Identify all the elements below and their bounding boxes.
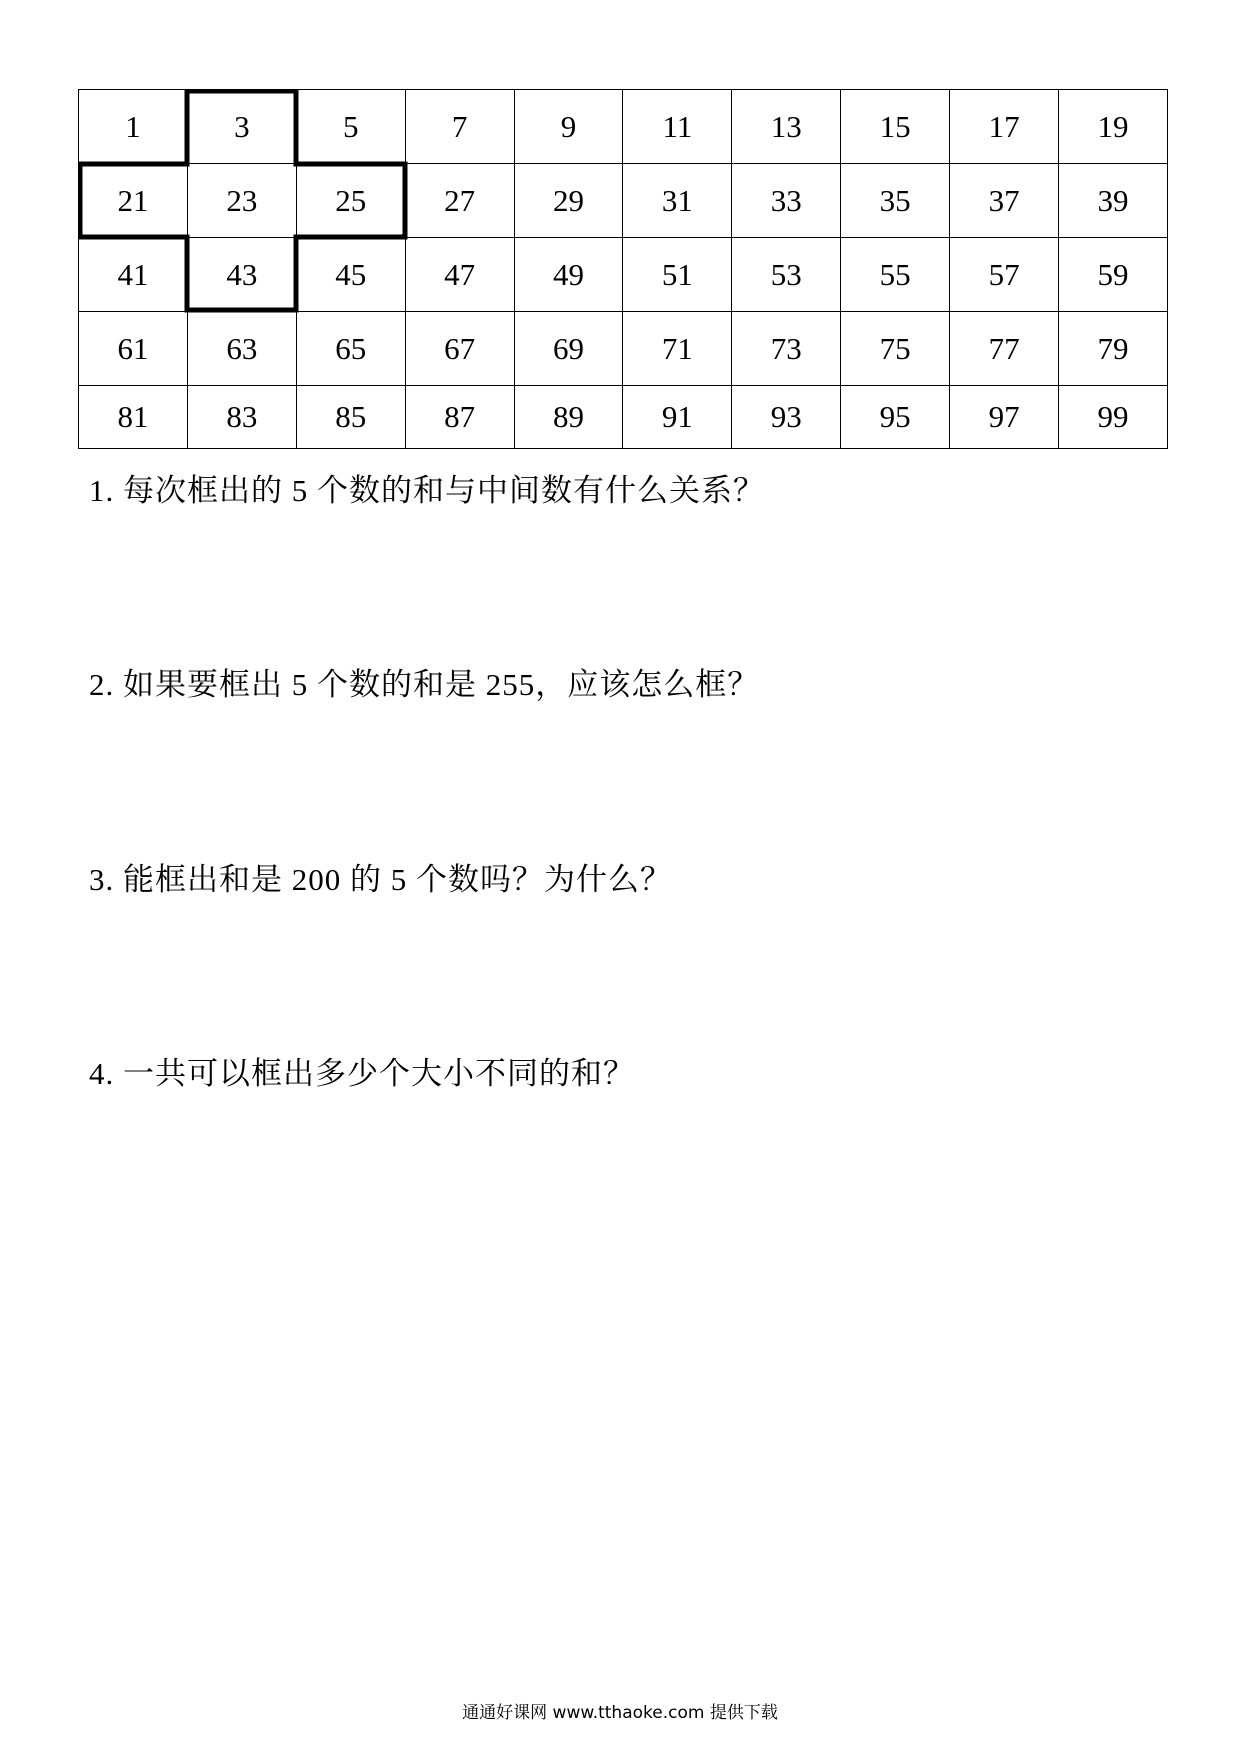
grid-cell: 59 (1059, 238, 1168, 312)
grid-cell: 15 (841, 90, 950, 164)
grid-cell: 91 (623, 386, 732, 449)
grid-cell: 63 (187, 312, 296, 386)
number-grid-area (78, 89, 1168, 447)
grid-cell: 71 (623, 312, 732, 386)
number-grid (78, 89, 1168, 449)
grid-cell: 75 (841, 312, 950, 386)
grid-row (79, 90, 1168, 164)
grid-cell: 73 (732, 312, 841, 386)
grid-cell: 53 (732, 238, 841, 312)
grid-cell-cross-right: 25 (296, 164, 405, 238)
grid-cell: 39 (1059, 164, 1168, 238)
grid-cell: 29 (514, 164, 623, 238)
grid-cell: 57 (950, 238, 1059, 312)
grid-cell: 7 (405, 90, 514, 164)
grid-cell: 13 (732, 90, 841, 164)
grid-cell: 69 (514, 312, 623, 386)
grid-cell: 11 (623, 90, 732, 164)
grid-cell: 35 (841, 164, 950, 238)
grid-cell: 1 (79, 90, 188, 164)
grid-cell: 19 (1059, 90, 1168, 164)
grid-cell: 27 (405, 164, 514, 238)
grid-cell: 41 (79, 238, 188, 312)
grid-cell: 61 (79, 312, 188, 386)
grid-cell: 9 (514, 90, 623, 164)
grid-cell-cross-left: 21 (79, 164, 188, 238)
grid-cell: 65 (296, 312, 405, 386)
grid-cell: 45 (296, 238, 405, 312)
grid-row (79, 312, 1168, 386)
grid-cell: 87 (405, 386, 514, 449)
grid-cell: 95 (841, 386, 950, 449)
grid-cell: 47 (405, 238, 514, 312)
grid-cell: 97 (950, 386, 1059, 449)
grid-cell: 77 (950, 312, 1059, 386)
grid-cell: 79 (1059, 312, 1168, 386)
question-4: 4. 一共可以框出多少个大小不同的和？ (89, 1056, 635, 1091)
grid-row (79, 386, 1168, 449)
grid-row (79, 238, 1168, 312)
grid-cell: 31 (623, 164, 732, 238)
grid-cell-cross-center: 23 (187, 164, 296, 238)
grid-cell: 99 (1059, 386, 1168, 449)
grid-cell: 37 (950, 164, 1059, 238)
grid-cell: 83 (187, 386, 296, 449)
grid-cell: 33 (732, 164, 841, 238)
footer-credit: 通通好课网 www.tthaoke.com 提供下载 (462, 1703, 778, 1723)
grid-cell: 85 (296, 386, 405, 449)
grid-row (79, 164, 1168, 238)
grid-cell: 17 (950, 90, 1059, 164)
question-2: 2. 如果要框出 5 个数的和是 255，应该怎么框？ (89, 667, 760, 702)
grid-cell: 81 (79, 386, 188, 449)
grid-cell: 89 (514, 386, 623, 449)
question-3: 3. 能框出和是 200 的 5 个数吗？为什么？ (89, 862, 672, 897)
grid-cell: 49 (514, 238, 623, 312)
question-1: 1. 每次框出的 5 个数的和与中间数有什么关系？ (89, 473, 765, 508)
grid-cell: 55 (841, 238, 950, 312)
grid-cell-cross-bottom: 43 (187, 238, 296, 312)
grid-cell-cross-top: 3 (187, 90, 296, 164)
grid-cell: 5 (296, 90, 405, 164)
grid-cell: 93 (732, 386, 841, 449)
grid-cell: 51 (623, 238, 732, 312)
grid-cell: 67 (405, 312, 514, 386)
